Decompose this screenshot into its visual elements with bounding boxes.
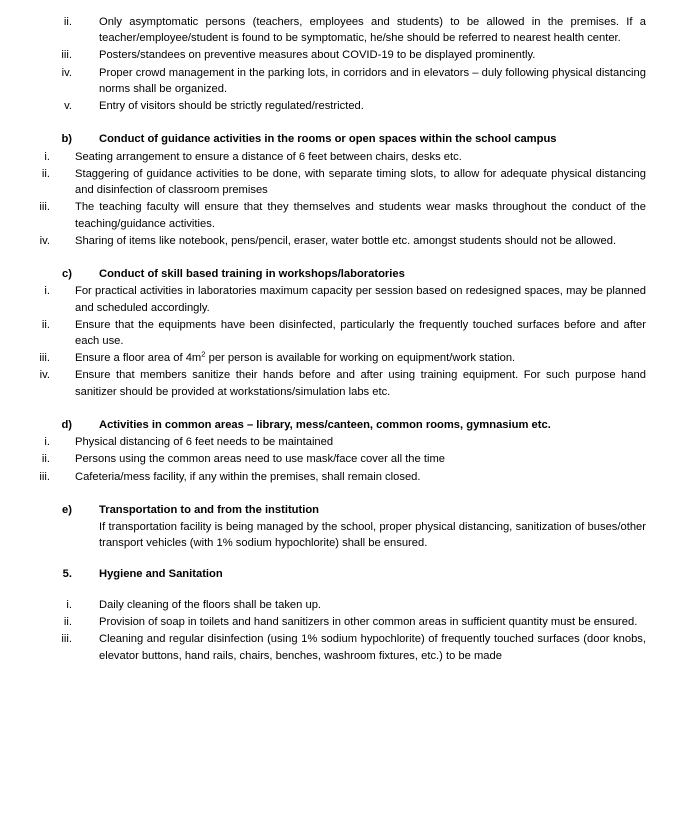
section-e-body: If transportation facility is being managed by the school, proper physical distancing, sanitization of buses/other transport vehicles (with 1% sodium hypochlorite) shall be ensured. (99, 521, 646, 550)
section-title: Activities in common areas – library, mess/canteen, common rooms, gymnasium etc. (99, 418, 551, 431)
superscript-area-unit: 2 (201, 349, 206, 359)
list-text: Cleaning and regular disinfection (using 1% sodium hypochlorite) of frequently touched surfaces (door knobs, elevator buttons, hand rails, chairs, benches, washroom fixtures, etc.) to be made (99, 633, 646, 662)
list-text: Only asymptomatic persons (teachers, employees and students) to be allowed in the premises. If a teacher/employee/student is found to be symptomatic, he/she should be referred to nearest health center. (99, 16, 646, 45)
list-marker: i. (66, 598, 72, 611)
section-heading-e (34, 502, 646, 518)
list-text: Provision of soap in toilets and hand sanitizers in other common areas in sufficient quantity must be ensured. (99, 616, 638, 629)
list-item (34, 65, 646, 97)
list-item (34, 350, 646, 366)
list-item (34, 317, 646, 349)
section-title: Conduct of guidance activities in the rooms or open spaces within the school campus (99, 133, 557, 146)
list-text (75, 350, 646, 366)
section-heading-5 (34, 566, 646, 582)
list-text: Posters/standees on preventive measures about COVID-19 to be displayed prominently. (99, 49, 536, 62)
list-marker: i. (44, 285, 50, 298)
list-text: Physical distancing of 6 feet needs to be maintained (75, 436, 334, 449)
list-marker: ii. (41, 453, 50, 466)
list-text: Proper crowd management in the parking lots, in corridors and in elevators – duly following physical distancing norms shall be organized. (99, 66, 646, 95)
list-marker: ii. (63, 616, 72, 629)
list-marker: v. (64, 100, 72, 113)
section-marker: c) (62, 268, 72, 281)
spacer (34, 486, 646, 502)
list-item (34, 166, 646, 198)
list-item (34, 367, 646, 399)
list-marker: ii. (41, 167, 50, 180)
list-text-part-2: per person is available for working on equipment/work station. (205, 352, 516, 365)
list-marker: iii. (61, 633, 72, 646)
list-item (34, 451, 646, 467)
list-text-part-1: Ensure a floor area of 4m (75, 352, 202, 365)
section-title: Conduct of skill based training in workshops/laboratories (99, 268, 405, 281)
list-marker: iv. (61, 66, 72, 79)
section-heading-d (34, 417, 646, 433)
list-item (34, 614, 646, 630)
list-text: Cafeteria/mess facility, if any within the premises, shall remain closed. (75, 470, 421, 483)
list-text: Daily cleaning of the floors shall be taken up. (99, 598, 322, 611)
section-marker: b) (61, 133, 72, 146)
section-marker: 5. (62, 567, 72, 580)
list-item (34, 597, 646, 613)
list-text: The teaching faculty will ensure that they themselves and students wear masks throughout the conduct of the teaching/guidance activities. (75, 201, 646, 230)
list-marker: i. (44, 436, 50, 449)
list-text: For practical activities in laboratories maximum capacity per session based on redesigned spaces, may be planned and scheduled accordingly. (75, 285, 646, 314)
list-marker: iv. (39, 369, 50, 382)
list-marker: ii. (63, 16, 72, 28)
list-marker: iii. (39, 352, 50, 365)
spacer (34, 250, 646, 266)
list-marker: iii. (61, 49, 72, 62)
list-text: Ensure that members sanitize their hands before and after using training equipment. For such purpose hand sanitizer should be provided at workstations/simulation labs etc. (75, 369, 646, 398)
list-text: Staggering of guidance activities to be done, with separate timing slots, to allow for adequate physical distancing and disinfection of classroom premises (75, 167, 646, 197)
list-marker: iii. (39, 470, 50, 483)
spacer (34, 401, 646, 417)
list-marker: ii. (41, 318, 50, 331)
list-item (34, 434, 646, 450)
list-marker: i. (44, 150, 50, 163)
list-item (34, 631, 646, 663)
list-item (34, 47, 646, 63)
section-title: Transportation to and from the institution (99, 503, 320, 516)
section-heading-c (34, 266, 646, 282)
list-item (34, 149, 646, 165)
spacer (34, 115, 646, 131)
list-item (34, 283, 646, 315)
list-text: Ensure that the equipments have been disinfected, particularly the frequently touched surfaces before and after each use. (75, 318, 646, 347)
list-item (34, 233, 646, 249)
list-text: Persons using the common areas need to use mask/face cover all the time (75, 453, 445, 466)
list-marker: iii. (39, 201, 50, 214)
list-item (34, 14, 646, 46)
section-heading-b (34, 131, 646, 147)
spacer (34, 583, 646, 597)
spacer (34, 552, 646, 566)
list-item (34, 469, 646, 485)
section-marker: d) (61, 418, 72, 431)
list-text: Sharing of items like notebook, pens/pencil, eraser, water bottle etc. amongst students should not be allowed. (75, 234, 617, 247)
list-item (34, 199, 646, 231)
list-text: Entry of visitors should be strictly regulated/restricted. (99, 100, 364, 113)
list-marker: iv. (39, 234, 50, 247)
list-text: Seating arrangement to ensure a distance of 6 feet between chairs, desks etc. (75, 150, 462, 163)
list-item (34, 98, 646, 114)
section-title: Hygiene and Sanitation (99, 567, 223, 580)
section-marker: e) (62, 503, 72, 516)
